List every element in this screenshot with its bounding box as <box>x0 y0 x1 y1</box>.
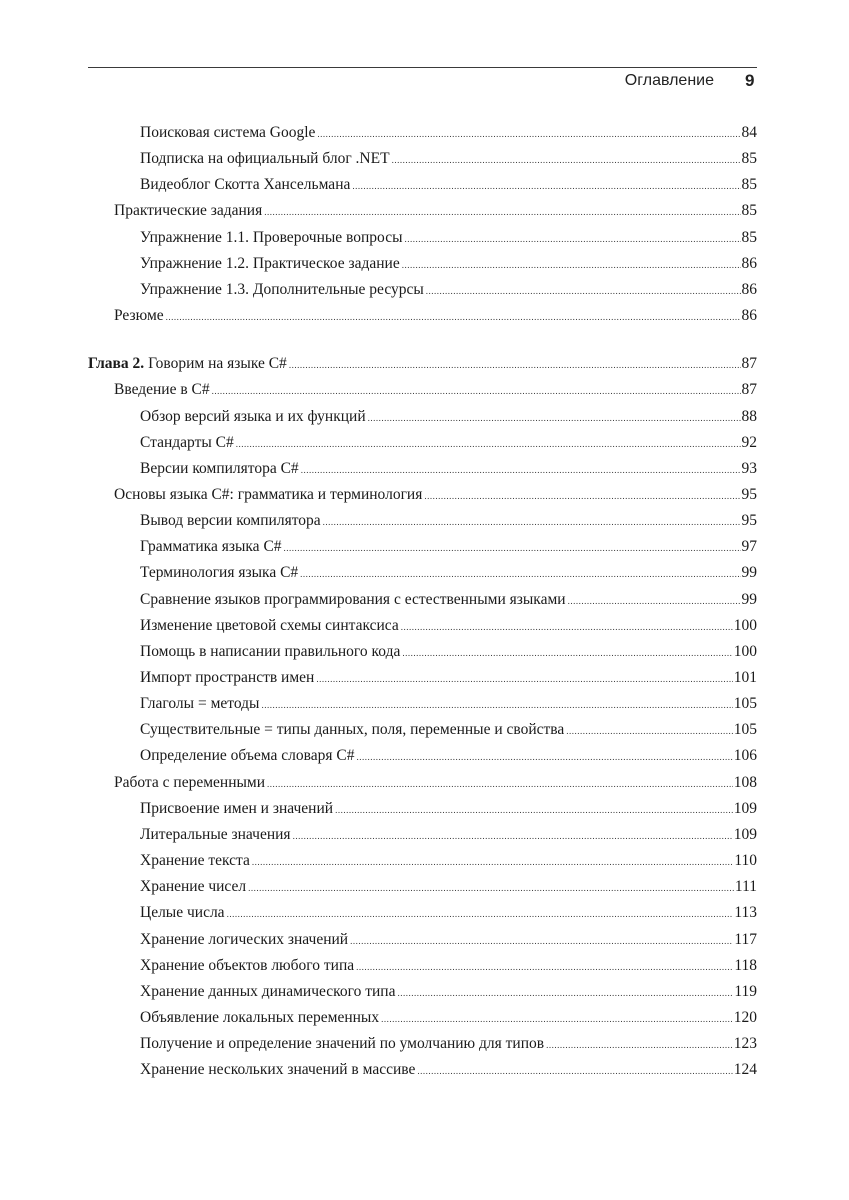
dot-leader <box>317 129 740 139</box>
toc-entry <box>140 669 757 695</box>
toc-entry <box>140 957 757 983</box>
toc-entry-text: Терминология языка C# <box>140 564 299 582</box>
toc-entry-title <box>140 1061 415 1079</box>
toc-entry-title <box>140 1035 544 1053</box>
toc-entry-title <box>140 512 321 530</box>
running-header-title: Оглавление <box>624 72 714 89</box>
toc-entry-title <box>140 564 298 582</box>
dot-leader <box>236 439 741 449</box>
dot-leader <box>356 962 733 972</box>
dot-leader <box>293 831 733 841</box>
toc-entry-text: Говорим на языке C# <box>144 355 287 373</box>
dot-leader <box>568 596 741 606</box>
toc-entry-title <box>140 878 246 896</box>
dot-leader <box>252 857 733 867</box>
dot-leader <box>248 883 734 893</box>
toc-entry-text: Поисковая система Google <box>140 124 316 141</box>
toc-entry-title <box>114 774 265 792</box>
toc-entry-title <box>140 904 225 922</box>
dot-leader <box>368 413 741 423</box>
dot-leader <box>397 988 733 998</box>
toc-entry-text: Грамматика языка C# <box>140 538 282 556</box>
toc-entry-text: Видеоблог Скотта Хансельмана <box>140 176 351 194</box>
page-number: 9 <box>745 71 755 90</box>
toc-entry-text: Работа с переменными <box>114 773 266 791</box>
toc-entry-page: 99 <box>741 590 757 608</box>
toc-entry-title <box>140 460 299 478</box>
toc-entry-text: Присвоение имен и значений <box>140 799 334 817</box>
toc-entry-text: Целые числа <box>140 904 225 922</box>
toc-entry <box>114 486 757 512</box>
toc-entry <box>140 176 757 202</box>
dot-leader <box>316 674 732 684</box>
toc-entry-title <box>140 617 399 635</box>
toc-entry-page: 100 <box>733 642 757 660</box>
toc-entry-page: 105 <box>733 721 757 739</box>
toc-entry-page: 120 <box>733 1008 757 1026</box>
dot-leader <box>417 1066 732 1076</box>
toc-entry-title <box>140 669 314 687</box>
toc-entry <box>140 931 757 957</box>
toc-entry-title <box>140 229 403 247</box>
toc-entry-text: Вывод версии компилятора <box>140 512 321 530</box>
toc-entry-page: 88 <box>741 407 757 425</box>
toc-entry <box>140 434 757 460</box>
header-rule <box>88 67 757 68</box>
toc-entry-title <box>140 255 400 273</box>
toc-entry-text: Получение и определение значений по умолчанию для типов <box>140 1035 545 1053</box>
toc-entry-page: 119 <box>734 982 757 1000</box>
dot-leader <box>546 1040 733 1050</box>
toc-entry-title <box>140 826 291 844</box>
toc-entry-text: Хранение логических значений <box>140 930 349 948</box>
dot-leader <box>300 569 740 579</box>
toc-entry-page: 85 <box>741 202 757 220</box>
toc-entry <box>114 381 757 407</box>
toc-entry-text: Стандарты C# <box>140 433 234 451</box>
toc-entry-text: Определение объема словаря C# <box>140 747 355 765</box>
toc-entry <box>140 878 757 904</box>
dot-leader <box>405 234 741 244</box>
toc-entry-text: Хранение объектов любого типа <box>140 956 355 974</box>
toc-entry-page: 99 <box>741 564 757 582</box>
toc-entry-page: 87 <box>741 381 757 399</box>
toc-entry <box>140 150 757 176</box>
toc-entry-text: Хранение текста <box>140 852 250 870</box>
toc-entry <box>88 355 757 381</box>
toc-entry-title <box>140 538 282 556</box>
toc-entry-text: Импорт пространств имен <box>140 669 315 686</box>
toc-entry-page: 93 <box>741 459 757 477</box>
dot-leader <box>335 805 733 815</box>
toc-entry-page: 92 <box>741 433 757 451</box>
toc-entry <box>140 1009 757 1035</box>
toc-entry <box>140 1061 757 1087</box>
toc-entry-title <box>140 721 564 739</box>
toc-entry-page: 95 <box>741 512 757 530</box>
toc-entry-page: 85 <box>741 228 757 246</box>
toc-entry <box>140 747 757 773</box>
dot-leader <box>212 386 741 396</box>
toc-entry-title <box>140 983 395 1001</box>
toc-entry-page: 113 <box>734 904 757 922</box>
toc-entry-text: Упражнение 1.1. Проверочные вопросы <box>140 228 403 246</box>
toc-entry-page: 86 <box>741 254 757 272</box>
toc-entry-title <box>140 1009 379 1027</box>
dot-leader <box>356 752 732 762</box>
toc-entry-title <box>140 591 566 609</box>
toc-entry-page: 97 <box>741 538 757 556</box>
toc-entry-text: Существительные = типы данных, поля, переменные и свойства <box>140 721 565 739</box>
toc-entry-title <box>114 307 164 325</box>
toc-entry <box>140 695 757 721</box>
toc-entry <box>140 617 757 643</box>
toc-entry-page: 117 <box>734 930 757 948</box>
dot-leader <box>350 936 733 946</box>
toc-entry-title <box>140 695 259 713</box>
dot-leader <box>392 155 741 165</box>
toc-entry-title <box>140 281 424 299</box>
toc-entry-text: Изменение цветовой схемы синтаксиса <box>140 616 399 634</box>
dot-leader <box>261 700 732 710</box>
toc-entry-page: 124 <box>733 1061 757 1079</box>
toc-entry-title <box>140 957 354 975</box>
dot-leader <box>284 543 741 553</box>
dot-leader <box>166 312 741 322</box>
toc-entry <box>140 124 757 150</box>
toc-entry <box>114 307 757 333</box>
toc-entry <box>140 281 757 307</box>
dot-leader <box>323 517 741 527</box>
toc-entry <box>140 564 757 590</box>
dot-leader <box>381 1014 733 1024</box>
toc-entry <box>140 643 757 669</box>
toc-entry-page: 86 <box>741 307 757 325</box>
toc-entry-text: Введение в C# <box>114 381 210 399</box>
toc-entry-title <box>140 643 400 661</box>
toc-entry-text: Хранение нескольких значений в массиве <box>140 1061 416 1079</box>
toc-entry-page: 109 <box>733 825 757 843</box>
toc-entry-title <box>140 747 354 765</box>
toc-entry <box>140 800 757 826</box>
toc-entry-page: 108 <box>733 773 757 791</box>
toc-entry-page: 123 <box>733 1035 757 1053</box>
dot-leader <box>426 286 741 296</box>
toc-entry <box>140 826 757 852</box>
toc-entry-page: 86 <box>741 280 757 298</box>
toc-entry-text: Хранение чисел <box>140 878 247 896</box>
toc-entry-text: Объявление локальных переменных <box>140 1008 380 1026</box>
toc-entry-text: Версии компилятора C# <box>140 459 299 477</box>
toc-entry-title <box>140 931 348 949</box>
toc-entry-page: 100 <box>733 616 757 634</box>
toc-entry-title <box>140 124 315 142</box>
dot-leader <box>227 909 734 919</box>
toc-entry <box>114 774 757 800</box>
toc-entry-text: Обзор версий языка и их функций <box>140 407 366 425</box>
toc-entry <box>140 512 757 538</box>
toc-entry-text: Подписка на официальный блог .NET <box>140 150 390 168</box>
toc-entry <box>140 538 757 564</box>
dot-leader <box>301 465 741 475</box>
toc-entry-title <box>114 486 422 504</box>
toc-entry-title <box>140 150 390 168</box>
dot-leader <box>402 260 741 270</box>
toc-entry-page: 118 <box>734 956 757 974</box>
dot-leader <box>264 207 740 217</box>
dot-leader <box>352 181 740 191</box>
toc-entry-page: 85 <box>741 176 757 194</box>
toc-entry-page: 85 <box>741 150 757 168</box>
toc-entry-page: 110 <box>734 852 757 870</box>
chapter-label: Глава 2. <box>88 355 145 373</box>
toc-entry <box>114 202 757 228</box>
dot-leader <box>401 622 733 632</box>
toc-entry-text: Хранение данных динамического типа <box>140 982 396 1000</box>
dot-leader <box>267 779 733 789</box>
toc-entry-title <box>140 852 250 870</box>
toc-entry-page: 109 <box>733 799 757 817</box>
toc-entry-text: Упражнение 1.3. Дополнительные ресурсы <box>140 280 424 298</box>
dot-leader <box>424 491 740 501</box>
toc-entry-page: 101 <box>733 669 757 686</box>
toc-entry-title <box>140 176 350 194</box>
toc-entry-title <box>140 408 366 426</box>
toc-entry <box>140 229 757 255</box>
toc-entry-page: 105 <box>733 695 757 713</box>
toc-entry-title <box>140 800 333 818</box>
toc-entry-text: Упражнение 1.2. Практическое задание <box>140 254 400 272</box>
toc-entry-page: 95 <box>741 485 757 503</box>
toc-entry <box>140 983 757 1009</box>
toc-entry <box>140 852 757 878</box>
toc-entry-text: Сравнение языков программирования с естественными языками <box>140 590 566 608</box>
dot-leader <box>289 360 741 370</box>
toc-entry-title <box>114 381 210 399</box>
dot-leader <box>402 648 732 658</box>
toc-entry-page: 84 <box>741 124 757 141</box>
toc-entry-page: 87 <box>741 355 757 373</box>
toc-entry <box>140 408 757 434</box>
toc-entry <box>140 255 757 281</box>
toc-entry-text: Практические задания <box>114 202 263 220</box>
toc-entry-text: Литеральные значения <box>140 825 291 843</box>
toc-entry-title <box>114 202 262 220</box>
toc-entry-title <box>140 434 234 452</box>
toc-entry-text: Помощь в написании правильного кода <box>140 642 401 660</box>
toc-entry <box>140 1035 757 1061</box>
toc-entry <box>140 591 757 617</box>
toc-entry-text: Основы языка C#: грамматика и терминология <box>114 485 423 503</box>
toc-entry-text: Резюме <box>114 307 164 325</box>
toc-entry <box>140 460 757 486</box>
dot-leader <box>566 726 732 736</box>
toc-entry-title <box>88 355 287 373</box>
toc-entry <box>140 721 757 747</box>
toc-entry-page: 106 <box>733 747 757 765</box>
toc-entry <box>140 904 757 930</box>
toc-entry-page: 111 <box>734 878 757 896</box>
toc-entry-text: Глаголы = методы <box>140 695 260 713</box>
